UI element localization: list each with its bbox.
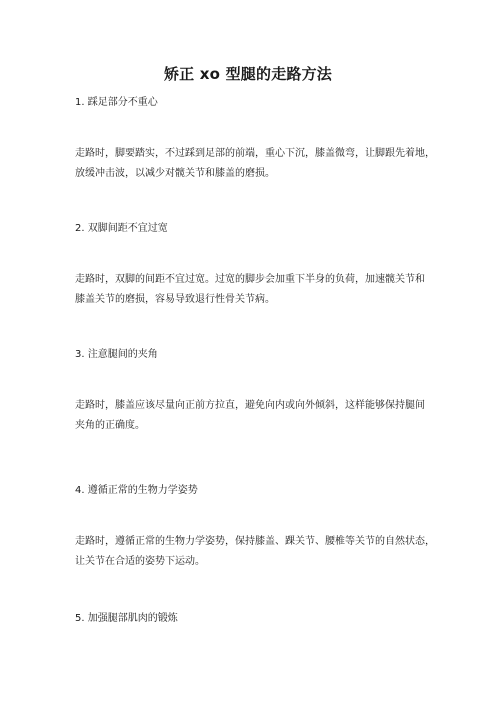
paragraph-line: 走路时，膝盖应该尽量向正前方拉直，避免向内或向外倾斜，这样能够保持腿间: [75, 400, 425, 411]
document-title: 矫正 xo 型腿的走路方法: [163, 65, 333, 83]
paragraph-line: 让关节在合适的姿势下运动。: [75, 556, 205, 567]
paragraph-line: 走路时，双脚的间距不宜过宽。过宽的脚步会加重下半身的负荷，加速髋关节和: [75, 274, 425, 285]
paragraph-line: 放缓冲击波，以减少对髋关节和膝盖的磨损。: [75, 168, 275, 179]
section-paragraph-4: [75, 532, 435, 572]
section-paragraph-2: [75, 270, 425, 310]
section-heading-2: 2. 双脚间距不宜过宽: [75, 223, 168, 234]
section-heading-4: 4. 遵循正常的生物力学姿势: [75, 485, 198, 496]
paragraph-line: 走路时，遵循正常的生物力学姿势，保持膝盖、踝关节、腰椎等关节的自然状态，: [75, 536, 435, 547]
section-heading-5: 5. 加强腿部肌肉的锻炼: [75, 613, 178, 624]
paragraph-line: 膝盖关节的磨损，容易导致退行性骨关节病。: [75, 294, 275, 305]
section-heading-1: 1. 踩足部分不重心: [75, 97, 158, 108]
section-paragraph-3: [75, 396, 425, 436]
paragraph-line: 夹角的正确度。: [75, 420, 145, 431]
section-heading-3: 3. 注意腿间的夹角: [75, 349, 158, 360]
section-paragraph-1: [75, 144, 435, 184]
paragraph-line: 走路时，脚要踏实，不过踩到足部的前端，重心下沉，膝盖微弯，让脚跟先着地，: [75, 148, 435, 159]
